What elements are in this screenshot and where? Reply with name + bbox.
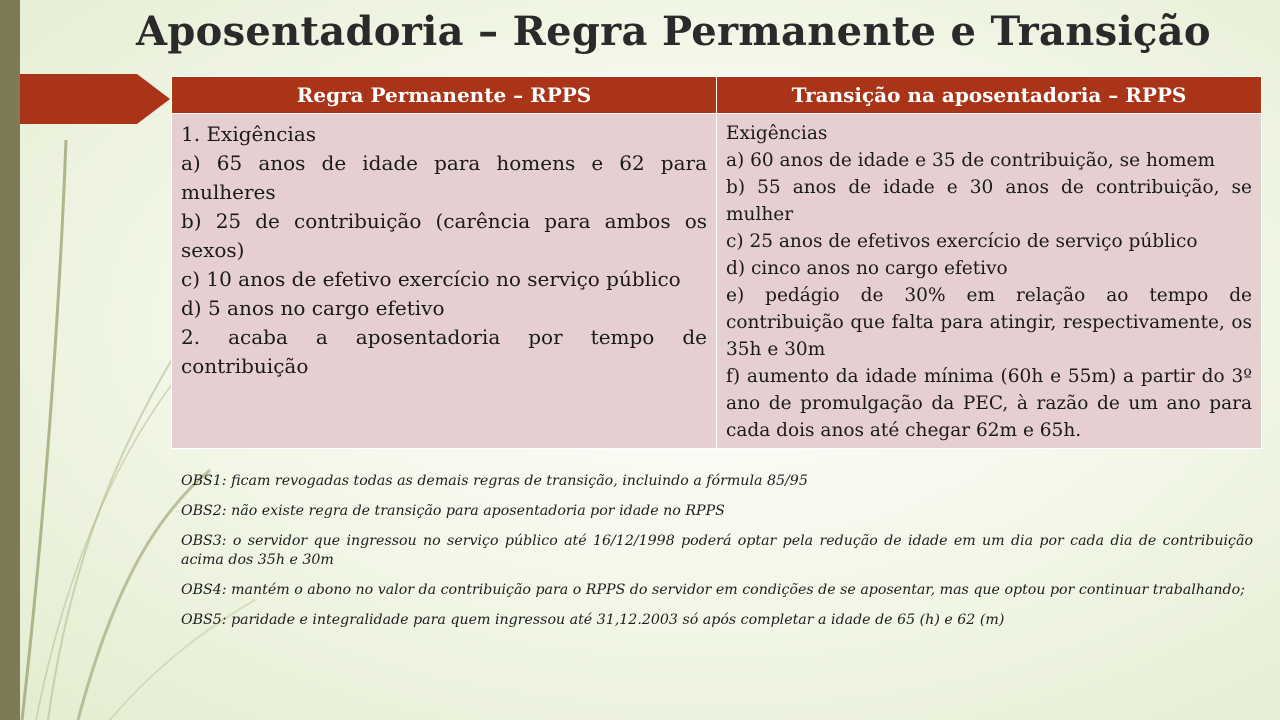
permanent-rule-line: c) 10 anos de efetivo exercício no serviço público xyxy=(181,267,681,291)
transition-rule-line: a) 60 anos de idade e 35 de contribuição, se homem xyxy=(726,150,1216,171)
observation-item: OBS2: não existe regra de transição para aposentadoria por idade no RPPS xyxy=(181,503,725,519)
transition-rule-line: Exigências xyxy=(726,123,828,144)
transition-rule-line: f) aumento da idade mínima (60h e 55m) a partir do 3º ano de promulgação da PEC, à razão de um ano para cada dois anos até chegar 62m e 65h. xyxy=(726,366,1252,441)
observations-list xyxy=(181,472,1253,641)
permanent-rule-cell xyxy=(172,114,717,449)
permanent-rule-line: a) 65 anos de idade para homens e 62 para mulheres xyxy=(181,151,707,204)
transition-rule-line: b) 55 anos de idade e 30 anos de contribuição, se mulher xyxy=(726,177,1252,225)
permanent-rule-line: 1. Exigências xyxy=(181,122,317,146)
permanent-rule-line: 2. acaba a aposentadoria por tempo de contribuição xyxy=(181,325,707,378)
table-body-row xyxy=(172,114,1262,449)
permanent-rule-line: d) 5 anos no cargo efetivo xyxy=(181,296,445,320)
table-header-row xyxy=(172,77,1262,114)
rules-comparison-table xyxy=(171,76,1262,449)
observation-item: OBS5: paridade e integralidade para quem ingressou até 31,12.2003 só após completar a idade de 65 (h) e 62 (m) xyxy=(181,612,1005,628)
observation-item: OBS1: ficam revogadas todas as demais regras de transição, incluindo a fórmula 85/95 xyxy=(181,473,808,489)
observation-item: OBS4: mantém o abono no valor da contribuição para o RPPS do servidor em condições de se aposentar, mas que optou por continuar trabalhando; xyxy=(181,582,1245,598)
transition-rule-cell xyxy=(717,114,1262,449)
header-transition-rule: Transição na aposentadoria – RPPS xyxy=(717,77,1262,114)
transition-rule-line: e) pedágio de 30% em relação ao tempo de contribuição que falta para atingir, respectivamente, os 35h e 30m xyxy=(726,285,1252,360)
slide-title: Aposentadoria – Regra Permanente e Transição xyxy=(136,8,1211,55)
transition-rule-line: d) cinco anos no cargo efetivo xyxy=(726,258,1008,279)
header-permanent-rule: Regra Permanente – RPPS xyxy=(172,77,717,114)
observation-item: OBS3: o servidor que ingressou no serviço público até 16/12/1998 poderá optar pela redução de idade em um dia por cada dia de contribuição acima dos 35h e 30m xyxy=(181,533,1253,568)
permanent-rule-line: b) 25 de contribuição (carência para ambos os sexos) xyxy=(181,209,707,262)
transition-rule-line: c) 25 anos de efetivos exercício de serviço público xyxy=(726,231,1198,252)
